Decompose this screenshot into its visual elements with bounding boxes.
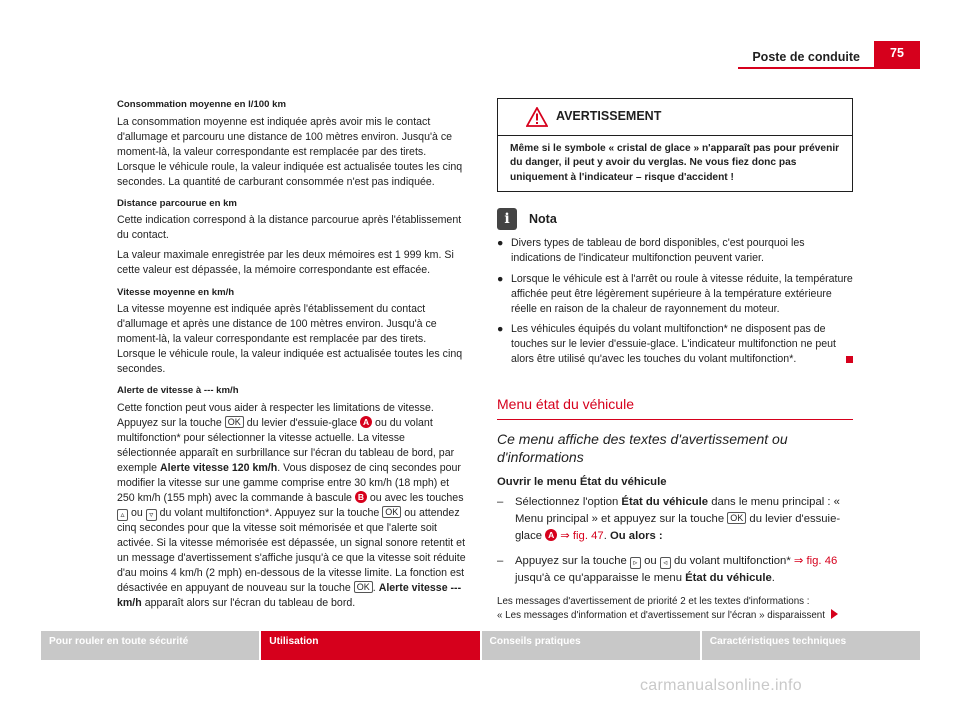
ok-key-icon: OK	[382, 506, 401, 518]
text-segment: du levier d'essuie-glace	[246, 416, 358, 429]
step-dash: –	[497, 554, 504, 567]
header-rule	[738, 67, 920, 69]
right-column	[497, 98, 853, 622]
figure-reference-link[interactable]: ⇒ fig. 46	[793, 554, 838, 567]
text-segment: apparaît alors sur l'écran du tableau de bord.	[144, 597, 356, 610]
tab-operation[interactable]: Utilisation	[261, 631, 479, 660]
text-segment: ou	[644, 554, 657, 567]
footnote-line-2	[497, 609, 853, 623]
warning-text: Même si le symbole « cristal de glace » n'apparaît pas pour prévenir du danger, il peut y avoir du verglas. Ne vous fiez donc pas uniquement à l'indicateur – risque d'accident !	[510, 143, 840, 183]
text-segment: ou attendez cinq secondes pour que la vitesse soit mémorisée et que l'alerte soit activée. Si la vitesse mémorisée est dépassée, un signal sonore retentit et un message d'avertissement s'affiche jusqu'à ce que la vitesse soit réduite d'au moins 4 km/h (2 mph) en-dessous de la vitesse limite. La fonction est désactivée en appuyant de nouveau sur la touche	[117, 507, 466, 595]
heading-consumption: Consommation moyenne en l/100 km	[117, 99, 287, 110]
step-1-text	[515, 494, 853, 545]
note-bullet-text	[511, 322, 853, 367]
step-dash: –	[497, 495, 504, 508]
warning-header	[498, 99, 852, 136]
section-subheading: Ouvrir le menu État du véhicule	[497, 475, 667, 488]
step-2-text	[515, 553, 853, 587]
text-segment: .	[603, 529, 607, 542]
text-segment: « Les messages d'information et d'avertissement sur l'écran » disparaissent	[497, 609, 825, 621]
text-segment: du volant multifonction*	[673, 554, 791, 567]
text-segment: ou du volant multifonction* pour sélectionner la vitesse actuelle. La vitesse sélectionnée apparaît en surbrillance sur l'écran du tableau de bord, par exemple	[117, 416, 455, 474]
note-title: Nota	[529, 211, 557, 226]
tab-practical-tips[interactable]: Conseils pratiques	[482, 631, 700, 660]
paragraph-average-speed: La vitesse moyenne est indiquée après l'établissement du contact d'allumage et après une distance de 100 mètres environ. Jusqu'à ce moment-là, la valeur correspondante est remplacée par des tirets. Lorsque le véhicule roule, la valeur indiquée est actualisée toutes les cinq secondes.	[117, 303, 463, 376]
page-header-title: Poste de conduite	[752, 50, 860, 64]
ok-key-icon: OK	[225, 416, 244, 428]
info-icon	[497, 208, 517, 230]
bold-speed-alert-off: Alerte vitesse --- km/h	[117, 582, 462, 610]
bold-or-else: Ou alors :	[609, 529, 663, 542]
bold-menu-name: État du véhicule	[685, 571, 772, 584]
bold-speed-alert-example: Alerte vitesse 120 km/h	[160, 462, 278, 474]
text-segment: Sélectionnez l'option	[515, 495, 619, 508]
bullet-dot: ●	[497, 237, 504, 250]
heading-average-speed: Vitesse moyenne en km/h	[117, 286, 235, 298]
warning-title: AVERTISSEMENT	[556, 109, 662, 124]
text-segment: dans le menu principal : « Menu principal » et appuyez sur la touche	[515, 495, 840, 525]
section-subtitle: Ce menu affiche des textes d'avertissement ou d'informations	[497, 430, 788, 465]
callout-b-icon: B	[355, 491, 367, 503]
paragraph-distance-1: Cette indication correspond à la distance parcourue après l'établissement du contact.	[117, 214, 462, 242]
footer-nav	[41, 631, 920, 660]
paragraph-speed-alert: Cette fonction peut vous aider à respecter les limitations de vitesse. Appuyez sur la touche OK du levier d'essuie-glace A ou du volant multifonction* pour sélectionner la vitesse actuelle. La vitesse sélectionnée apparaît en surbrillance sur l'écran du tableau de bord, par exemple Alerte vitesse 120 km/h. Vous disposez de cinq secondes pour modifier la vitesse sur une gamme comprise entre 30 km/h (18 mph) et 250 km/h (155 mph) avec la commande à bascule B ou avec les touches ▵ ou ▿ du volant multifonction*. Appuyez sur la touche OK ou attendez cinq secondes pour que la vitesse soit mémorisée et que l'alerte soit activée. Si la vitesse mémorisée est dépassée, un signal sonore retentit et un message d'avertissement s'affiche jusqu'à ce que la vitesse soit réduite d'au moins 4 km/h (2 mph) en-dessous de la vitesse limite. La fonction est désactivée en appuyant de nouveau sur la touche OK . Alerte vitesse --- km/h apparaît alors sur l'écran du tableau de bord.	[117, 401, 466, 610]
step-2	[497, 553, 853, 587]
text-segment: du levier d'essuie-glace	[515, 512, 841, 542]
end-of-section-icon	[846, 356, 853, 363]
bullet-dot: ●	[497, 322, 504, 335]
footnote-line-1: Les messages d'avertissement de priorité 2 et les textes d'informations :	[497, 595, 810, 607]
note-bullet	[497, 272, 853, 317]
note-bullet-text: Lorsque le véhicule est à l'arrêt ou roule à vitesse réduite, la température affichée peut être légèrement supérieure à la température extérieure réelle en raison de la chaleur de rayonnement du moteur.	[511, 272, 853, 315]
ok-key-icon: OK	[727, 512, 746, 524]
bullet-dot: ●	[497, 272, 504, 285]
down-key-icon: ▿	[146, 509, 157, 521]
bold-menu-name: État du véhicule	[621, 495, 709, 508]
page-number: 75	[874, 41, 920, 67]
text-segment: Appuyez sur la touche	[515, 554, 627, 567]
watermark: carmanualsonline.info	[640, 677, 802, 694]
left-column	[117, 98, 467, 616]
text-segment: du volant multifonction*. Appuyez sur la touche	[159, 507, 380, 520]
section-title: Menu état du véhicule	[497, 395, 853, 420]
continue-arrow-icon	[831, 609, 838, 619]
heading-speed-alert: Alerte de vitesse à --- km/h	[117, 385, 239, 397]
note-bullet	[497, 322, 853, 367]
note-bullet	[497, 236, 853, 266]
note-header	[497, 208, 853, 230]
figure-reference-link[interactable]: ⇒ fig. 47	[560, 529, 604, 542]
text-segment: . Vous disposez de cinq secondes pour modifier la vitesse sur une gamme comprise entre 30 km/h (18 mph) et 250 km/h (155 mph) avec la commande à bascule	[117, 462, 461, 505]
text-segment: ou avec les touches	[369, 492, 464, 505]
text-segment: jusqu'à ce qu'apparaisse le menu	[515, 571, 682, 584]
right-key-icon: ▹	[630, 557, 641, 569]
callout-a-icon: A	[545, 529, 557, 541]
left-key-icon: ◃	[660, 557, 671, 569]
text-segment: Cette fonction peut vous aider à respecter les limitations de vitesse. Appuyez sur la touche	[117, 401, 434, 429]
warning-box	[497, 98, 853, 192]
paragraph-distance-2: La valeur maximale enregistrée par les deux mémoires est 1 999 km. Si cette valeur est dépassée, la mémoire correspondante est effacée.	[117, 249, 454, 277]
note-bullet-text: Divers types de tableau de bord disponibles, c'est pourquoi les indications de l'indicateur multifonction peuvent varier.	[511, 237, 805, 265]
heading-distance: Distance parcourue en km	[117, 197, 237, 209]
step-1	[497, 494, 853, 545]
tab-technical-data[interactable]: Caractéristiques techniques	[702, 631, 920, 660]
warning-triangle-icon	[526, 107, 548, 127]
text-segment: .	[771, 571, 775, 584]
note-bullet-text-content: Les véhicules équipés du volant multifonction* ne disposent pas de touches sur le levier d'essuie-glace. L'indicateur multifonction ne peut alors être utilisé qu'avec les touches du volant multifonction*.	[511, 322, 836, 365]
tab-safety[interactable]: Pour rouler en toute sécurité	[41, 631, 259, 660]
up-key-icon: ▵	[117, 509, 128, 521]
ok-key-icon: OK	[354, 581, 373, 593]
text-segment: ou	[130, 507, 143, 520]
paragraph-consumption: La consommation moyenne est indiquée après avoir mis le contact d'allumage et parcouru une distance de 100 mètres environ. Jusqu'à ce moment-là, la valeur correspondante est remplacée par des tirets. Lorsque le véhicule roule, la valeur indiquée est actualisée toutes les cinq secondes. La quantité de carburant consommée n'est pas indiquée.	[117, 115, 463, 188]
callout-a-icon: A	[360, 416, 372, 428]
